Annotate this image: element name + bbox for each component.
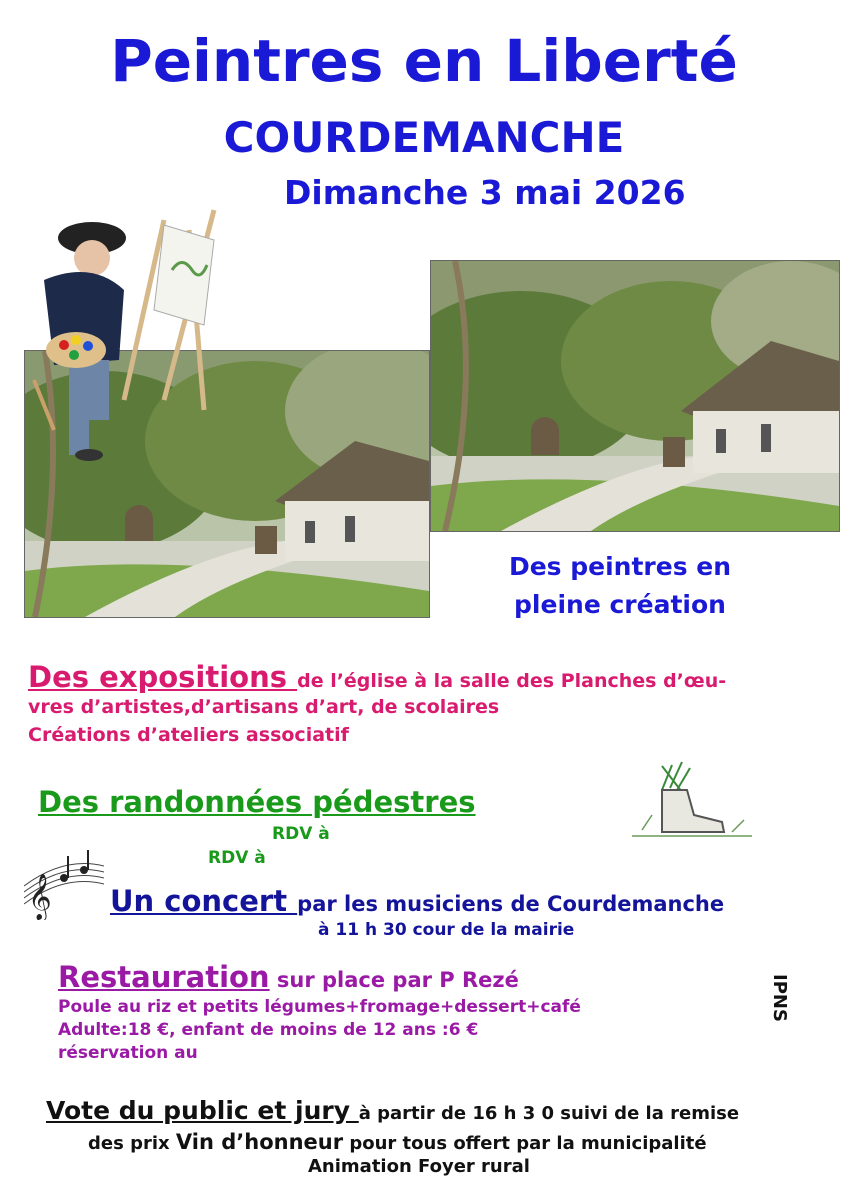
vin-honneur: Vin d’honneur (175, 1130, 344, 1154)
village-scene-right (431, 261, 839, 531)
expositions-section (28, 662, 828, 750)
restauration-details (58, 996, 581, 1065)
vote-line-1: à partir de 16 h 3 0 suivi de la remise (358, 1103, 740, 1124)
hiking-shoe-icon (632, 760, 752, 840)
vote-line-2b: pour tous offert par la municipalité (343, 1133, 707, 1154)
randonnees-rdv-1: RDV à (272, 824, 330, 844)
concert-time: à 11 h 30 cour de la mairie (318, 920, 575, 940)
expositions-line-3: Créations d’ateliers associatif (28, 724, 349, 746)
painter-illustration (14, 200, 224, 470)
expositions-line-1: de l’église à la salle des Planches d’œu- (297, 670, 727, 692)
randonnees-heading: Des randonnées pédestres (38, 785, 476, 819)
village-photo-right (430, 260, 840, 532)
vote-line-2 (88, 1130, 707, 1154)
music-notes-illustration (24, 846, 104, 920)
concert-desc: par les musiciens de Courdemanche (297, 892, 725, 916)
vote-line-2a: des prix (88, 1133, 176, 1154)
photo-caption (470, 548, 770, 624)
vote-line-3: Animation Foyer rural (308, 1156, 530, 1177)
event-date: Dimanche 3 mai 2026 (284, 173, 686, 212)
restauration-menu: Poule au riz et petits légumes+fromage+dessert+café (58, 997, 581, 1017)
poster-title: Peintres en Liberté (110, 27, 738, 95)
hiking-shoe-illustration (632, 760, 752, 840)
painter-with-easel-icon (14, 200, 224, 470)
restauration-section (58, 958, 519, 999)
vote-section (46, 1094, 739, 1131)
randonnees-rdv-2: RDV à (208, 848, 266, 868)
restauration-prices: Adulte:18 €, enfant de moins de 12 ans :6 € (58, 1020, 479, 1040)
vote-heading: Vote du public et jury (46, 1096, 359, 1125)
expositions-heading: Des expositions (28, 660, 298, 694)
restauration-by: sur place par P Rezé (269, 968, 519, 992)
ipns-mark: IPNS (769, 974, 790, 1022)
music-notes-icon (24, 846, 104, 920)
svg-text:𝄞: 𝄞 (28, 874, 52, 920)
expositions-line-2: vres d’artistes,d’artisans d’art, de scolaires (28, 696, 500, 718)
restauration-reservation: réservation au (58, 1043, 198, 1063)
restauration-heading: Restauration (58, 960, 270, 994)
caption-line-1: Des peintres en (508, 552, 732, 581)
caption-line-2: pleine création (514, 590, 726, 619)
village-name: COURDEMANCHE (223, 113, 625, 162)
concert-heading: Un concert (110, 884, 298, 918)
concert-section (110, 882, 724, 923)
